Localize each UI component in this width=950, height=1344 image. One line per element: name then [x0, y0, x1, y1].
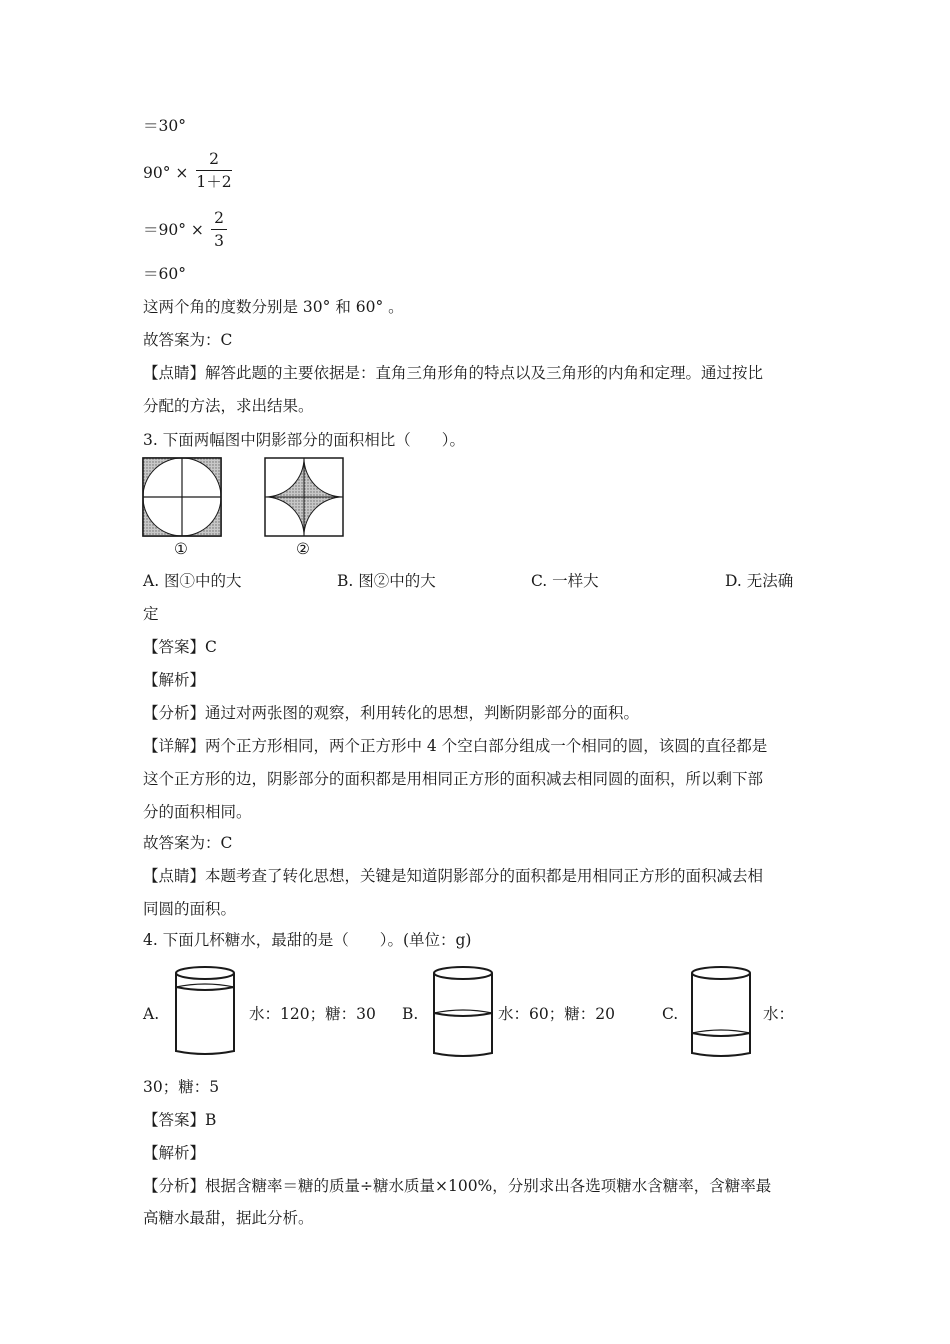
calc-line-2: 90° ×: [143, 164, 189, 182]
cup-c-icon: [689, 965, 753, 1059]
q3-xiangjie-2: 这个正方形的边，阴影部分的面积都是用相同正方形的面积减去相同圆的面积，所以剩下部: [143, 770, 764, 788]
q4-option-a-label: A.: [143, 1005, 160, 1023]
fraction-bar: [196, 170, 232, 171]
calc-line-1: ＝30°: [143, 117, 186, 135]
q4-option-a-text: 水：120；糖：30: [249, 1005, 376, 1023]
q3-result: 故答案为：C: [143, 834, 233, 852]
figure-2-label: ②: [296, 540, 310, 558]
q4-answer: 【答案】B: [143, 1111, 217, 1129]
answer-line: 故答案为：C: [143, 331, 233, 349]
fraction-bar: [211, 229, 227, 230]
q3-answer: 【答案】C: [143, 638, 217, 656]
q3-xiangjie-1: 【详解】两个正方形相同，两个正方形中 4 个空白部分组成一个相同的圆，该圆的直径都是: [143, 737, 768, 755]
q3-option-d-continued: 定: [143, 605, 159, 623]
fraction-2: [211, 209, 227, 250]
q3-analysis-heading: 【解析】: [143, 671, 206, 689]
q3-option-a: A. 图①中的大: [143, 572, 242, 590]
q4-analysis-heading: 【解析】: [143, 1144, 206, 1162]
dianjing-line-2: 分配的方法，求出结果。: [143, 397, 314, 415]
q3-xiangjie-3: 分的面积相同。: [143, 803, 252, 821]
figure-2-star: [265, 458, 343, 536]
calc-line-3: ＝90° ×: [143, 221, 204, 239]
figure-1-label: ①: [174, 540, 188, 558]
q4-option-b-label: B.: [402, 1005, 419, 1023]
fraction-1-numerator: 2: [209, 150, 219, 168]
q3-dianjing-1: 【点睛】本题考查了转化思想，关键是知道阴影部分的面积都是用相同正方形的面积减去相: [143, 867, 764, 885]
q3-option-d: D. 无法确: [725, 572, 794, 590]
q4-fenxi-2: 高糖水最甜，据此分析。: [143, 1209, 314, 1227]
fraction-1: [196, 150, 232, 191]
q4-option-b-text: 水：60；糖：20: [498, 1005, 615, 1023]
dianjing-line-1: 【点睛】解答此题的主要依据是：直角三角形角的特点以及三角形的内角和定理。通过按比: [143, 364, 764, 382]
q4-question: 4. 下面几杯糖水，最甜的是（ ）。(单位：g): [143, 931, 472, 949]
q3-question: 3. 下面两幅图中阴影部分的面积相比（ ）。: [143, 431, 465, 449]
q4-option-c-label: C.: [662, 1005, 679, 1023]
q4-fenxi-1: 【分析】根据含糖率＝糖的质量÷糖水质量×100%，分别求出各选项糖水含糖率，含糖率最: [143, 1177, 772, 1195]
figure-1-pinwheel: [143, 458, 221, 536]
q3-option-c: C. 一样大: [531, 572, 599, 590]
calc-line-4: ＝60°: [143, 265, 186, 283]
cup-b-icon: [431, 965, 495, 1059]
q3-option-b: B. 图②中的大: [337, 572, 436, 590]
fraction-2-numerator: 2: [214, 209, 224, 227]
q3-dianjing-2: 同圆的面积。: [143, 900, 237, 918]
conclusion-line: 这两个角的度数分别是 30° 和 60° 。: [143, 298, 404, 316]
cup-a-icon: [173, 965, 237, 1057]
q3-fenxi: 【分析】通过对两张图的观察，利用转化的思想，判断阴影部分的面积。: [143, 704, 640, 722]
fraction-2-denominator: 3: [214, 232, 224, 250]
fraction-1-denominator: 1＋2: [196, 173, 232, 191]
q4-option-c-text: 水：: [763, 1005, 795, 1023]
q4-option-c-continued: 30；糖：5: [143, 1078, 220, 1096]
